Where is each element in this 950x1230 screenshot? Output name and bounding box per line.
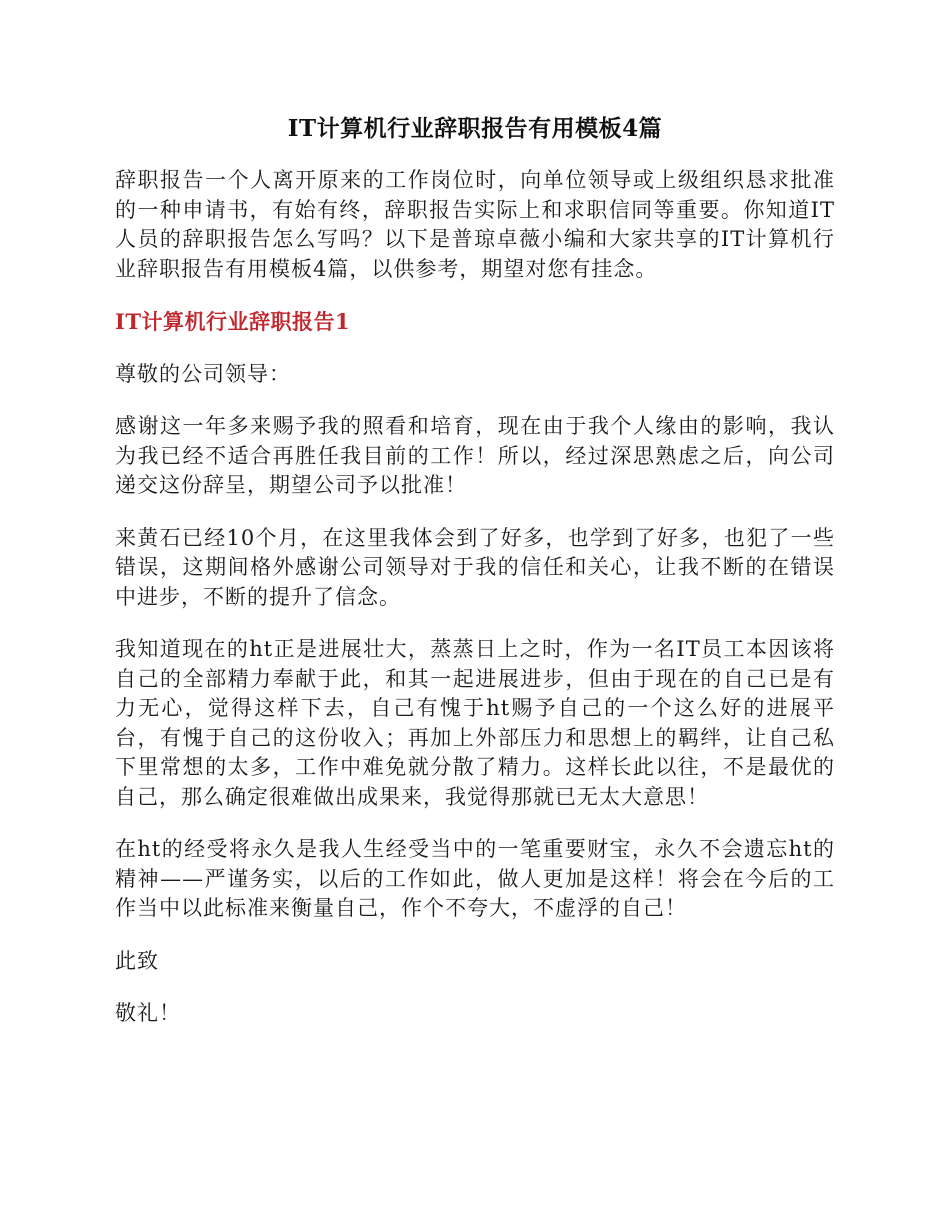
body-paragraph: 在ht的经受将永久是我人生经受当中的一笔重要财宝，永久不会遗忘ht的精神——严谨务实，以后的工作如此，做人更加是这样！将会在今后的工作当中以此标准来衡量自己，作个不夸大，不虚浮的自己！ [115,837,835,920]
document-page [115,112,835,1052]
salutation: 尊敬的公司领导： [115,361,291,386]
intro-paragraph: 辞职报告一个人离开原来的工作岗位时，向单位领导或上级组织恳求批准的一种申请书，有始有终，辞职报告实际上和求职信同等重要。你知道IT人员的辞职报告怎么写吗？以下是普琼卓薇小编和大家共享的IT计算机行业辞职报告有用模板4篇，以供参考，期望对您有挂念。 [115,168,835,281]
body-paragraph: 感谢这一年多来赐予我的照看和培育，现在由于我个人缘由的影响，我认为我已经不适合再胜任我目前的工作！所以，经过深思熟虑之后，向公司递交这份辞呈，期望公司予以批准！ [115,414,835,497]
regards-line: 敬礼！ [115,1001,181,1025]
body-paragraph: 我知道现在的ht正是进展壮大，蒸蒸日上之时，作为一名IT员工本因该将自己的全部精力奉献于此，和其一起进展进步，但由于现在的自己已是有力无心，觉得这样下去，自己有愧于ht赐予自己的一个这么好的进展平台，有愧于自己的这份收入；再加上外部压力和思想上的羁绊，让自己私下里常想的太多，工作中难免就分散了精力。这样长此以往，不是最优的自己，那么确定很难做出成果来，我觉得那就已无太大意思！ [115,637,835,809]
closing-line: 此致 [115,948,159,973]
document-title: IT计算机行业辞职报告有用模板4篇 [287,115,663,142]
section-heading: IT计算机行业辞职报告1 [115,309,351,334]
body-paragraph: 来黄石已经10个月，在这里我体会到了好多，也学到了好多，也犯了一些错误，这期间格外感谢公司领导对于我的信任和关心，让我不断的在错误中进步，不断的提升了信念。 [115,525,835,609]
